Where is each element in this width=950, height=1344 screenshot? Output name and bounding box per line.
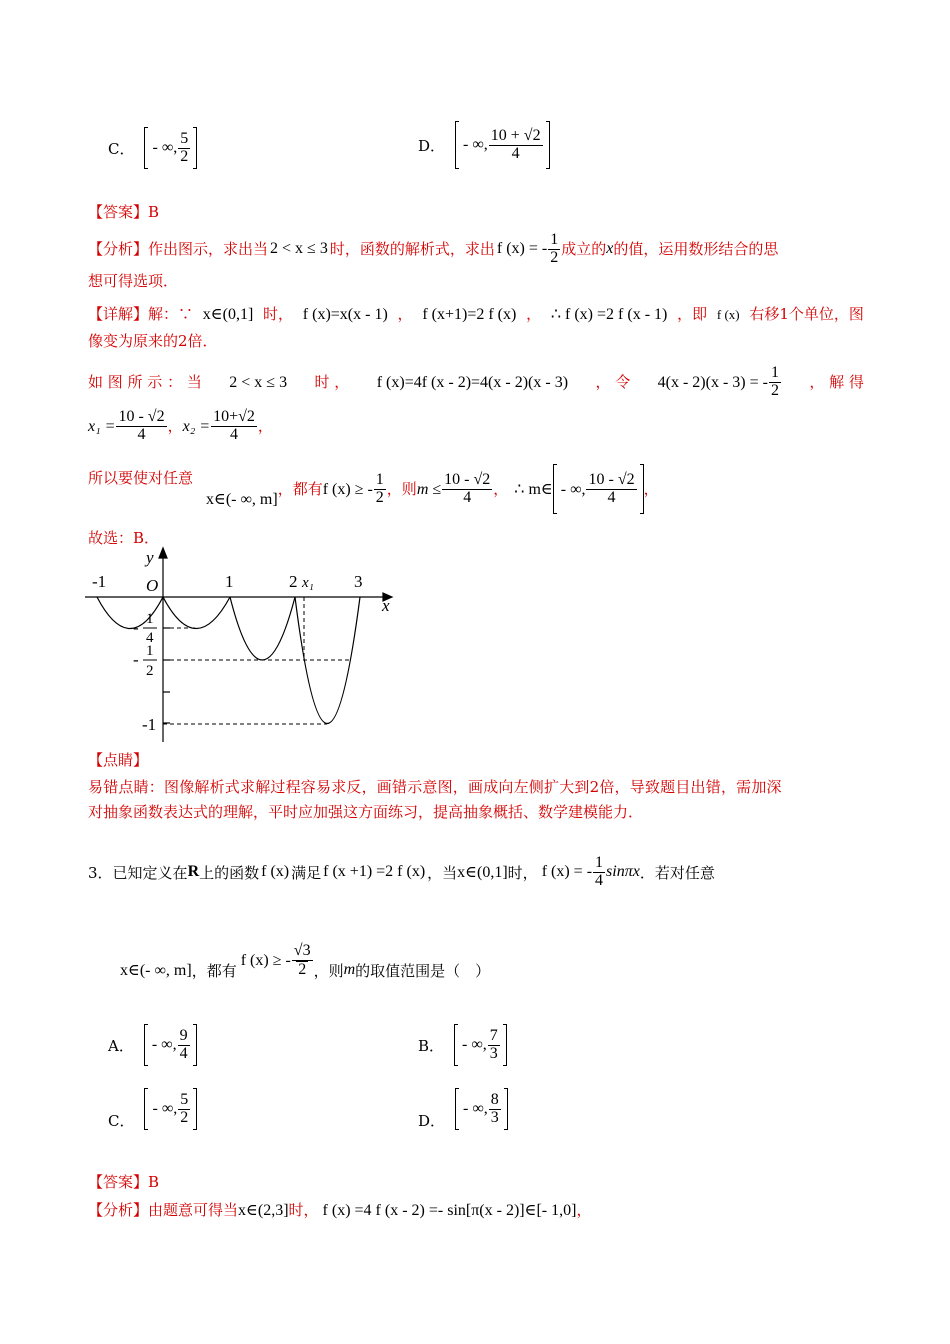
detail-paragraph: 【详解】解：∵ x∈(0,1] 时， f (x)=x(x - 1) ， f (x+1)=2 f (x) ， ∴ f (x) =2 f (x - 1) ，即 f (x) 右移1个单位，图 像变为原来的2倍． xyxy=(88,304,864,350)
detail-tag: 【详解】 xyxy=(88,304,149,323)
q3-answer-line: 【答案】B xyxy=(88,1173,160,1191)
svg-text:1: 1 xyxy=(146,611,154,627)
q3-option-d-label: D． xyxy=(418,1111,446,1130)
tick-label-2: 2 xyxy=(289,572,298,591)
prev-option-d-label: D． xyxy=(418,136,446,155)
tick-label-1: 1 xyxy=(225,572,234,591)
figure-paragraph: 如 图 所 示 ： 当 2 < x ≤ 3 时 ， f (x)=4f (x - 2)=4(x - 2)(x - 3) ， 令 4(x - 2)(x - 3) = - $\frac{1}{2}$ ， 解 得 x₁ = $\frac{10 - √2}{4}$ ， x₂ = $\frac{10+√2}{4}$ ， xyxy=(88,363,864,443)
svg-text:-: - xyxy=(133,650,139,669)
q3-option-a[interactable]: A． - ∞, $\frac{9}{4}$ xyxy=(108,1022,197,1068)
tip-tag: 【点睛】 xyxy=(88,751,149,769)
q3-number: 3． xyxy=(88,863,113,882)
q3-option-c-label: C． xyxy=(108,1111,135,1130)
q3-option-d[interactable]: D． - ∞, $\frac{8}{3}$ xyxy=(418,1086,508,1132)
q3-option-a-label: A． xyxy=(108,1036,134,1055)
tick-label-neg1-y: -1 xyxy=(142,715,157,734)
svg-text:-: - xyxy=(133,618,139,637)
y-axis-label: y xyxy=(146,548,154,567)
answer-text: 【答案】B xyxy=(88,203,160,221)
tip-paragraph: 【点睛】 易错点睛：图像解析式求解过程容易求反，画错示意图，画成向左侧扩大到2倍，导致题目出错，需加深 对抽象函数表达式的理解，平时应加强这方面练习，提高抽象概括、数学建模能力． xyxy=(88,748,864,825)
svg-text:4: 4 xyxy=(146,630,154,646)
q3-stem-line2: x∈(- ∞, m] ，都有 f (x) ≥ - $\frac{√3}{2}$ ，则 m 的取值范围是（ ） xyxy=(120,942,491,980)
curve-segment-2 xyxy=(163,597,230,629)
svg-text:2: 2 xyxy=(146,663,154,679)
choose-line: 故选：B． xyxy=(88,529,160,547)
prev-option-c-label: C． xyxy=(108,139,135,158)
x-axis-label: x xyxy=(382,596,390,615)
prev-option-d xyxy=(418,120,550,170)
svg-text:1: 1 xyxy=(146,643,154,659)
analysis-tag: 【分析】 xyxy=(88,240,149,258)
q3-stem-line1: 3． 已知定义在 R 上的函数 f (x) 满足 f (x +1) =2 f (x) ，当 x∈(0,1] 时， f (x) = - $\frac{1}{4}$ sinπx ．若对任意 xyxy=(88,853,715,889)
y-axis-arrow xyxy=(159,548,167,558)
q3-analysis-line: 【分析】 由题意可得当 x∈(2,3] 时， f (x) =4 f (x - 2) =- sin[π(x - 2)]∈[- 1,0] ， xyxy=(88,1200,592,1219)
origin-label: O xyxy=(146,576,159,595)
prev-option-d-interval: - ∞, $\frac{10 + √2}{4}$ xyxy=(455,121,550,169)
analysis-paragraph: 【分析】 作出图示，求出当 2 < x ≤ 3 时，函数的解析式，求出 f (x) = - $\frac{1}{2}$ 成立的 x 的值，运用数形结合的思 想可得选项． xyxy=(88,230,779,290)
q3-option-b[interactable]: B． - ∞, $\frac{7}{3}$ xyxy=(418,1022,507,1068)
function-graph xyxy=(80,545,410,745)
prev-option-c-interval: - ∞, $\frac{5}{2}$ xyxy=(144,127,197,169)
answer-line xyxy=(88,200,864,225)
curve-segment-3 xyxy=(230,597,295,660)
tick-label-neg1: -1 xyxy=(92,572,107,591)
any-paragraph: 所以要使对任意 x∈(- ∞, m] ，都有 f (x) ≥ - $\frac{1}{2}$ ，则 m ≤ $\frac{10 - √2}{4}$ ， ∴ m∈ - ∞, $\frac{10 - √2}{4}$ ， xyxy=(88,462,864,516)
prev-option-c xyxy=(108,126,197,170)
tick-label-3: 3 xyxy=(354,572,363,591)
tick-label-x1: x₁ xyxy=(302,575,314,591)
q3-option-c[interactable]: C． - ∞, $\frac{5}{2}$ xyxy=(108,1086,197,1132)
q3-option-b-label: B． xyxy=(418,1036,445,1055)
